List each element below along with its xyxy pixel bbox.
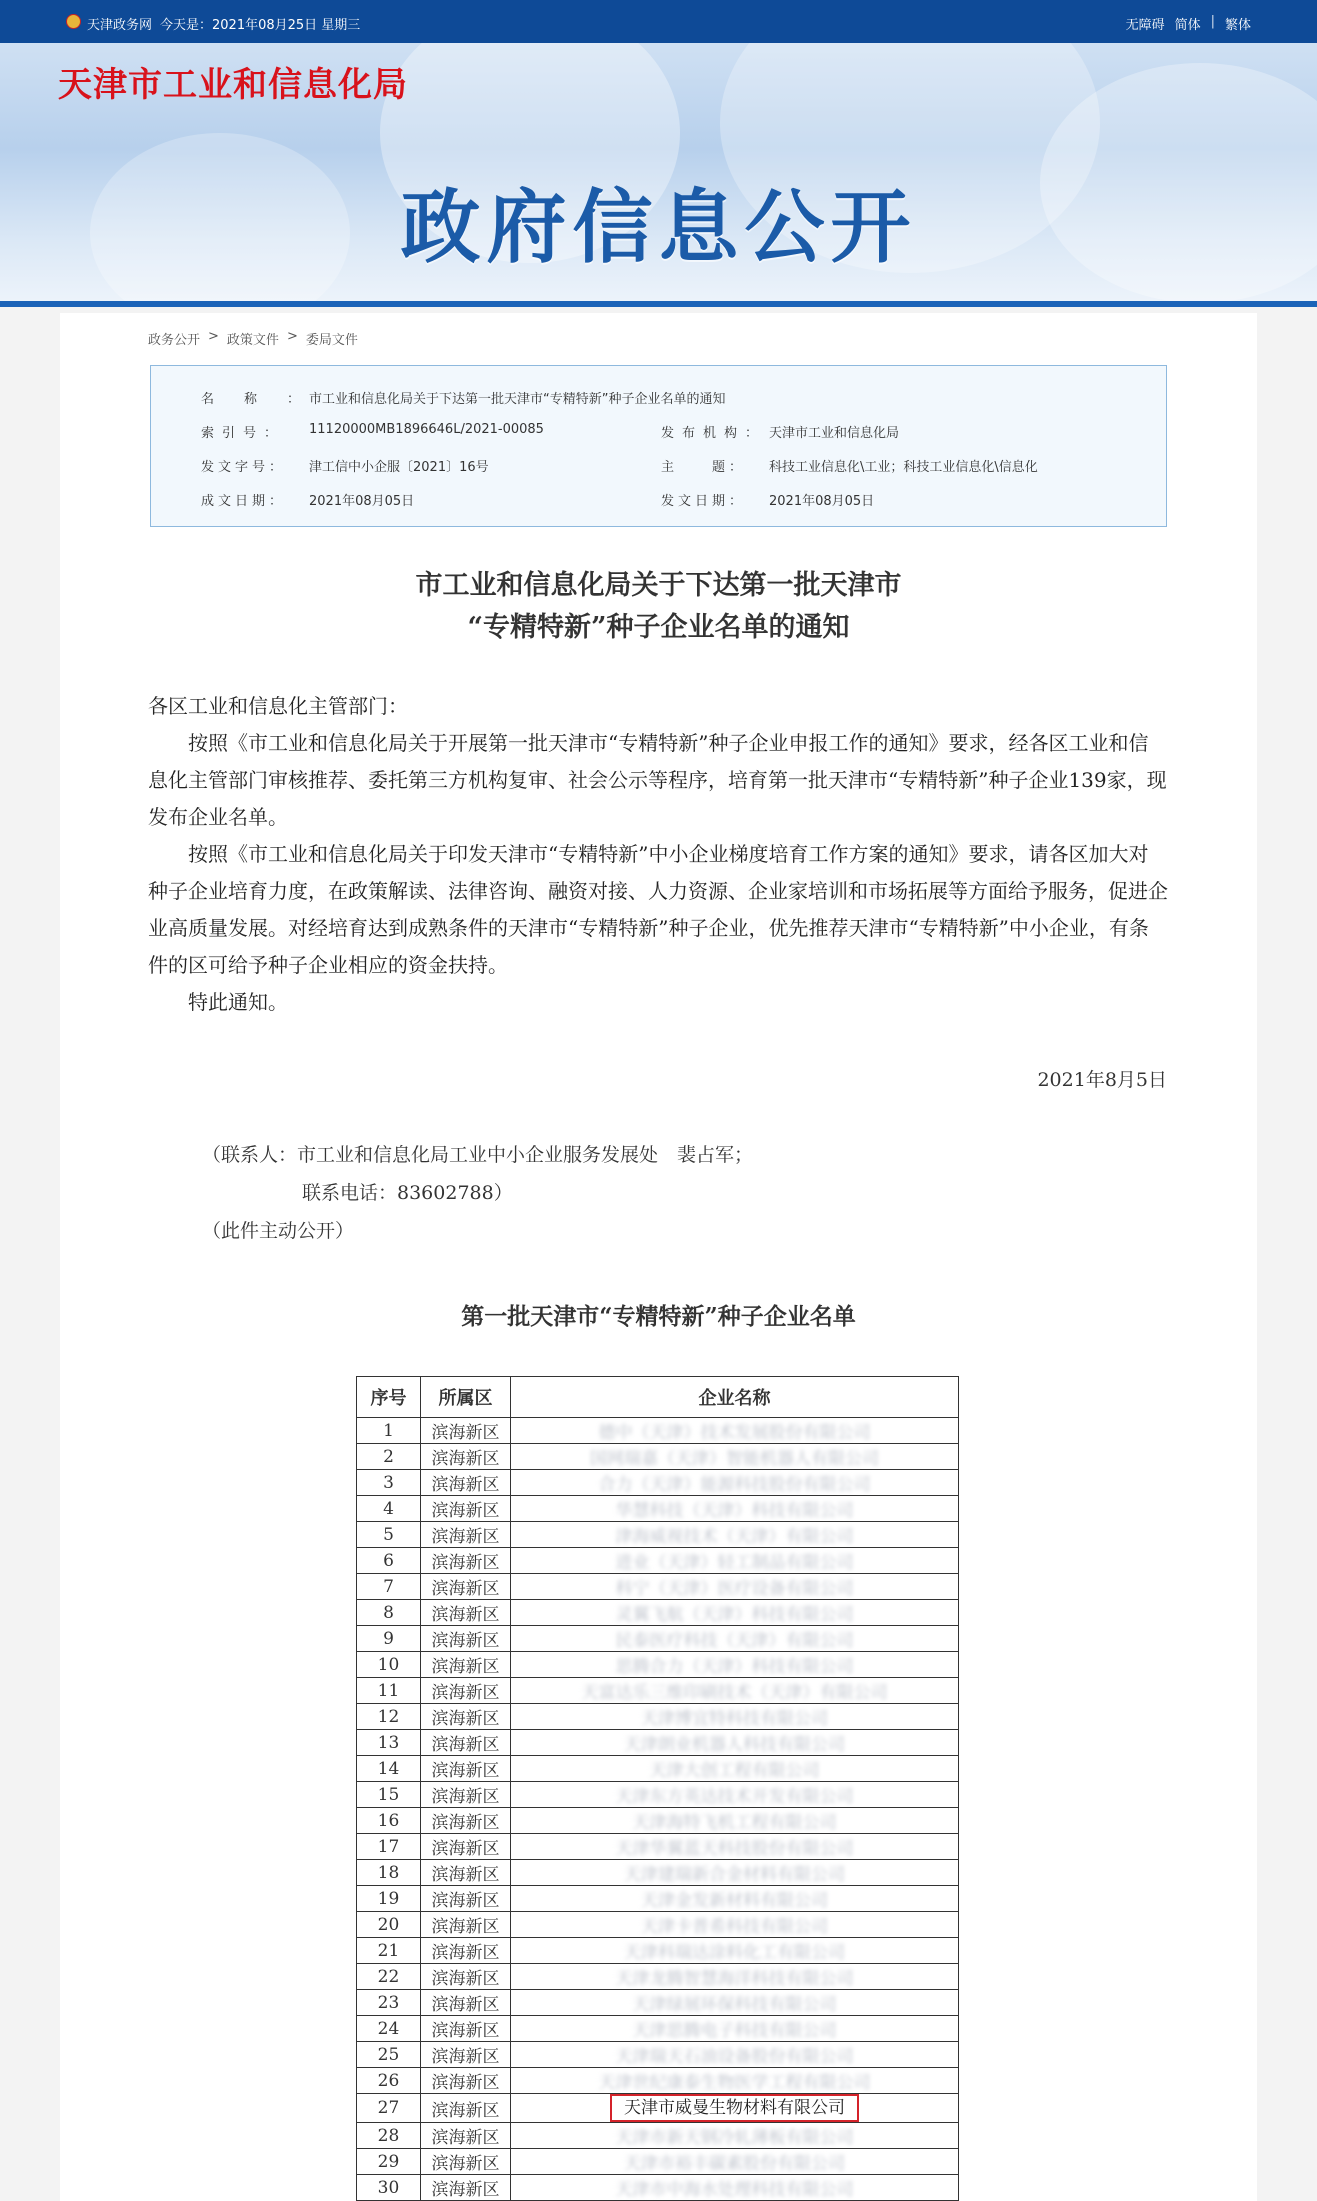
header-banner xyxy=(0,43,1317,307)
column-header-district: 所属区 xyxy=(421,1377,511,1418)
cell-district: 滨海新区 xyxy=(421,1444,511,1470)
signature-date: 2021年8月5日 xyxy=(1037,1069,1167,1091)
table-body xyxy=(357,1418,959,2201)
cell-no: 15 xyxy=(357,1782,421,1808)
cell-company: 天津朗业机器人科技有限公司 xyxy=(511,1730,959,1756)
accessibility-link[interactable]: 无障碍 xyxy=(1125,18,1165,33)
current-date: 今天是：2021年08月25日 星期三 xyxy=(160,18,361,33)
table-row xyxy=(357,1470,959,1496)
cell-district: 滨海新区 xyxy=(421,2016,511,2042)
cell-district: 滨海新区 xyxy=(421,1938,511,1964)
body-paragraph: 按照《市工业和信息化局关于开展第一批天津市“专精特新”种子企业申报工作的通知》要求，经各区工业和信息化主管部门审核推荐、委托第三方机构复审、社会公示等程序，培育第一批天津市“专精特新”种子企业139家，现发布企业名单。 xyxy=(148,731,1167,829)
cell-company: 民泰医疗科技（天津）有限公司 xyxy=(511,1626,959,1652)
cell-no: 11 xyxy=(357,1678,421,1704)
table-row xyxy=(357,2094,959,2123)
simplified-chinese-link[interactable]: 简体 xyxy=(1174,18,1201,33)
cell-no: 8 xyxy=(357,1600,421,1626)
cell-company: 天津海特飞机工程有限公司 xyxy=(511,1808,959,1834)
cell-no: 6 xyxy=(357,1548,421,1574)
cell-district: 滨海新区 xyxy=(421,2068,511,2094)
table-row xyxy=(357,1522,959,1548)
cell-district: 滨海新区 xyxy=(421,1678,511,1704)
table-row xyxy=(357,1912,959,1938)
content-panel xyxy=(60,313,1257,2201)
cell-company: 思腾合力（天津）科技有限公司 xyxy=(511,1652,959,1678)
document-title xyxy=(60,565,1257,649)
cell-company: 灵翼飞航（天津）科技有限公司 xyxy=(511,1600,959,1626)
cell-company: 天津卡普希科技有限公司 xyxy=(511,1912,959,1938)
meta-name-label: 名称： xyxy=(201,392,331,407)
contact-phone: 联系电话：83602788） xyxy=(302,1182,513,1204)
cell-district: 滨海新区 xyxy=(421,1548,511,1574)
table-row xyxy=(357,1496,959,1522)
table-row xyxy=(357,2175,959,2201)
meta-created-label: 成文日期： xyxy=(201,494,287,509)
cell-company: 天津金发新材料有限公司 xyxy=(511,1886,959,1912)
cell-company: 天津世纪康泰生物医学工程有限公司 xyxy=(511,2068,959,2094)
table-row xyxy=(357,1886,959,1912)
cell-company: 科宁（天津）医疗设备有限公司 xyxy=(511,1574,959,1600)
meta-index-label: 索引号： xyxy=(201,426,286,441)
table-row xyxy=(357,1860,959,1886)
table-row xyxy=(357,2149,959,2175)
meta-topic-value: 科技工业信息化\工业；科技工业信息化\信息化 xyxy=(769,460,1038,475)
cell-no: 13 xyxy=(357,1730,421,1756)
body-paragraph: 按照《市工业和信息化局关于印发天津市“专精特新”中小企业梯度培育工作方案的通知》要求，请各区加大对种子企业培育力度，在政策解读、法律咨询、融资对接、人力资源、企业家培训和市场拓展等方面给予服务，促进企业高质量发展。对经培育达到成熟条件的天津市“专精特新”种子企业，优先推荐天津市“专精特新”中小企业，有条件的区可给予种子企业相应的资金扶持。 xyxy=(148,842,1168,977)
disclosure-note: （此件主动公开） xyxy=(202,1220,355,1242)
cell-district: 滨海新区 xyxy=(421,1756,511,1782)
cell-company: 天津思腾电子科技有限公司 xyxy=(511,2016,959,2042)
contact-person: （联系人：市工业和信息化局工业中小企业服务发展处 裴占军； xyxy=(202,1144,754,1166)
top-links xyxy=(1126,14,1251,33)
table-row xyxy=(357,1834,959,1860)
section-headline: 政府信息公开 xyxy=(400,181,917,274)
table-row xyxy=(357,1678,959,1704)
site-name-link[interactable]: 天津政务网 xyxy=(87,18,153,33)
cell-company: 天津建瑞新合金材料有限公司 xyxy=(511,1860,959,1886)
table-row xyxy=(357,1574,959,1600)
agency-name[interactable]: 天津市工业和信息化局 xyxy=(58,65,408,105)
cell-no: 22 xyxy=(357,1964,421,1990)
cell-district: 滨海新区 xyxy=(421,1834,511,1860)
document-meta-box xyxy=(150,365,1167,527)
cell-company: 天富达乐三维印刷技术（天津）有限公司 xyxy=(511,1678,959,1704)
cell-district: 滨海新区 xyxy=(421,1730,511,1756)
cell-district: 滨海新区 xyxy=(421,1704,511,1730)
cell-no: 14 xyxy=(357,1756,421,1782)
cell-company: 国网瑞嘉（天津）智能机器人有限公司 xyxy=(511,1444,959,1470)
cell-no: 9 xyxy=(357,1626,421,1652)
cell-no: 23 xyxy=(357,1990,421,2016)
cell-district: 滨海新区 xyxy=(421,2094,511,2123)
contact-info xyxy=(202,1136,753,1250)
link-separator: | xyxy=(1210,14,1215,29)
cell-company: 天津博宜特科技有限公司 xyxy=(511,1704,959,1730)
cell-district: 滨海新区 xyxy=(421,1808,511,1834)
cell-no: 27 xyxy=(357,2094,421,2123)
cell-no: 5 xyxy=(357,1522,421,1548)
meta-topic-label: 主 题： xyxy=(661,460,747,475)
table-row xyxy=(357,1990,959,2016)
meta-published-value: 2021年08月05日 xyxy=(769,494,875,509)
meta-publisher-label: 发布机构： xyxy=(661,426,767,441)
document-title-line: 市工业和信息化局关于下达第一批天津市 xyxy=(415,570,902,601)
breadcrumb-item-policy-docs[interactable]: 政策文件 xyxy=(226,333,279,348)
table-row xyxy=(357,1808,959,1834)
cell-district: 滨海新区 xyxy=(421,1990,511,2016)
cell-company: 天津东方英达技术开发有限公司 xyxy=(511,1782,959,1808)
table-row xyxy=(357,2016,959,2042)
meta-published-label: 发文日期： xyxy=(661,494,747,509)
cell-no: 30 xyxy=(357,2175,421,2201)
cell-district: 滨海新区 xyxy=(421,1470,511,1496)
enterprise-list-title: 第一批天津市“专精特新”种子企业名单 xyxy=(461,1303,856,1330)
table-row xyxy=(357,1600,959,1626)
table-header-row xyxy=(357,1377,959,1418)
national-emblem-icon xyxy=(66,14,81,29)
table-row xyxy=(357,1730,959,1756)
cell-no: 2 xyxy=(357,1444,421,1470)
cell-district: 滨海新区 xyxy=(421,2175,511,2201)
table-row xyxy=(357,1652,959,1678)
meta-docno-label: 发文字号： xyxy=(201,460,287,475)
meta-docno-value: 津工信中小企服〔2021〕16号 xyxy=(309,460,489,475)
breadcrumb-separator-icon: > xyxy=(208,329,219,344)
document-body xyxy=(148,688,1168,1021)
cell-no: 18 xyxy=(357,1860,421,1886)
breadcrumb-separator-icon: > xyxy=(286,329,298,344)
table-row xyxy=(357,1756,959,1782)
top-bar xyxy=(0,0,1317,43)
banner-stripe xyxy=(0,301,1317,307)
table-row xyxy=(357,1782,959,1808)
document-title-line: “专精特新”种子企业名单的通知 xyxy=(467,612,850,643)
enterprise-table xyxy=(356,1376,959,2201)
cell-district: 滨海新区 xyxy=(421,1912,511,1938)
cell-district: 滨海新区 xyxy=(421,1860,511,1886)
cell-district: 滨海新区 xyxy=(421,1626,511,1652)
cell-no: 20 xyxy=(357,1912,421,1938)
cell-district: 滨海新区 xyxy=(421,1496,511,1522)
cell-no: 1 xyxy=(357,1418,421,1444)
cell-district: 滨海新区 xyxy=(421,1964,511,1990)
table-row xyxy=(357,1938,959,1964)
cell-no: 21 xyxy=(357,1938,421,1964)
table-row xyxy=(357,1964,959,1990)
table-row xyxy=(357,1704,959,1730)
cell-no: 10 xyxy=(357,1652,421,1678)
cell-district: 滨海新区 xyxy=(421,1782,511,1808)
cell-company-highlighted xyxy=(511,2094,959,2123)
cell-no: 25 xyxy=(357,2042,421,2068)
breadcrumb xyxy=(148,329,358,348)
meta-index-value: 11120000MB1896646L/2021-00085 xyxy=(309,422,544,437)
column-header-no: 序号 xyxy=(357,1377,421,1418)
cell-no: 17 xyxy=(357,1834,421,1860)
cell-district: 滨海新区 xyxy=(421,1652,511,1678)
column-header-company: 企业名称 xyxy=(511,1377,959,1418)
cell-no: 4 xyxy=(357,1496,421,1522)
cell-company: 天津市中海水处理科技有限公司 xyxy=(511,2175,959,2201)
closing-line: 特此通知。 xyxy=(188,990,288,1014)
salutation: 各区工业和信息化主管部门： xyxy=(148,694,408,718)
cell-no: 16 xyxy=(357,1808,421,1834)
cell-district: 滨海新区 xyxy=(421,1886,511,1912)
cell-no: 24 xyxy=(357,2016,421,2042)
cell-no: 3 xyxy=(357,1470,421,1496)
cell-no: 19 xyxy=(357,1886,421,1912)
cell-no: 26 xyxy=(357,2068,421,2094)
breadcrumb-item-gov-affairs[interactable]: 政务公开 xyxy=(148,333,201,348)
meta-publisher-value: 天津市工业和信息化局 xyxy=(769,426,900,441)
cell-company: 天津市新天钢冷轧薄板有限公司 xyxy=(511,2123,959,2149)
table-row xyxy=(357,2068,959,2094)
meta-created-value: 2021年08月05日 xyxy=(309,494,415,509)
cell-no: 28 xyxy=(357,2123,421,2149)
highlight-box: 天津市威曼生物材料有限公司 xyxy=(610,2094,859,2122)
breadcrumb-item-bureau-docs[interactable]: 委局文件 xyxy=(305,333,358,348)
cell-company: 津海威视技术（天津）有限公司 xyxy=(511,1522,959,1548)
table-row xyxy=(357,1548,959,1574)
table-row xyxy=(357,1626,959,1652)
traditional-chinese-link[interactable]: 繁体 xyxy=(1224,18,1251,33)
cell-company: 天津绿展环保科技有限公司 xyxy=(511,1990,959,2016)
cell-district: 滨海新区 xyxy=(421,2149,511,2175)
cell-company: 天津龙腾智慧海洋科技有限公司 xyxy=(511,1964,959,1990)
table-row xyxy=(357,2042,959,2068)
cell-district: 滨海新区 xyxy=(421,2042,511,2068)
cell-company: 合力（天津）能源科技股份有限公司 xyxy=(511,1470,959,1496)
cell-district: 滨海新区 xyxy=(421,1418,511,1444)
meta-name-value: 市工业和信息化局关于下达第一批天津市“专精特新”种子企业名单的通知 xyxy=(309,392,726,407)
cell-company: 德中（天津）技术发展股份有限公司 xyxy=(511,1418,959,1444)
cell-district: 滨海新区 xyxy=(421,2123,511,2149)
cell-company: 进业（天津）轻工制品有限公司 xyxy=(511,1548,959,1574)
cell-company: 天津大创工程有限公司 xyxy=(511,1756,959,1782)
cell-district: 滨海新区 xyxy=(421,1600,511,1626)
cell-company: 天津市裕丰碳素股份有限公司 xyxy=(511,2149,959,2175)
cell-company: 天津华翼蓝天科技股份有限公司 xyxy=(511,1834,959,1860)
table-row xyxy=(357,1418,959,1444)
cell-company: 华慧科技（天津）科技有限公司 xyxy=(511,1496,959,1522)
cell-no: 12 xyxy=(357,1704,421,1730)
cell-no: 29 xyxy=(357,2149,421,2175)
table-row xyxy=(357,2123,959,2149)
cell-company: 天津瑞天石油设备股份有限公司 xyxy=(511,2042,959,2068)
cell-company: 天津科瑞达涂料化工有限公司 xyxy=(511,1938,959,1964)
cell-district: 滨海新区 xyxy=(421,1574,511,1600)
cell-district: 滨海新区 xyxy=(421,1522,511,1548)
cell-no: 7 xyxy=(357,1574,421,1600)
table-row xyxy=(357,1444,959,1470)
